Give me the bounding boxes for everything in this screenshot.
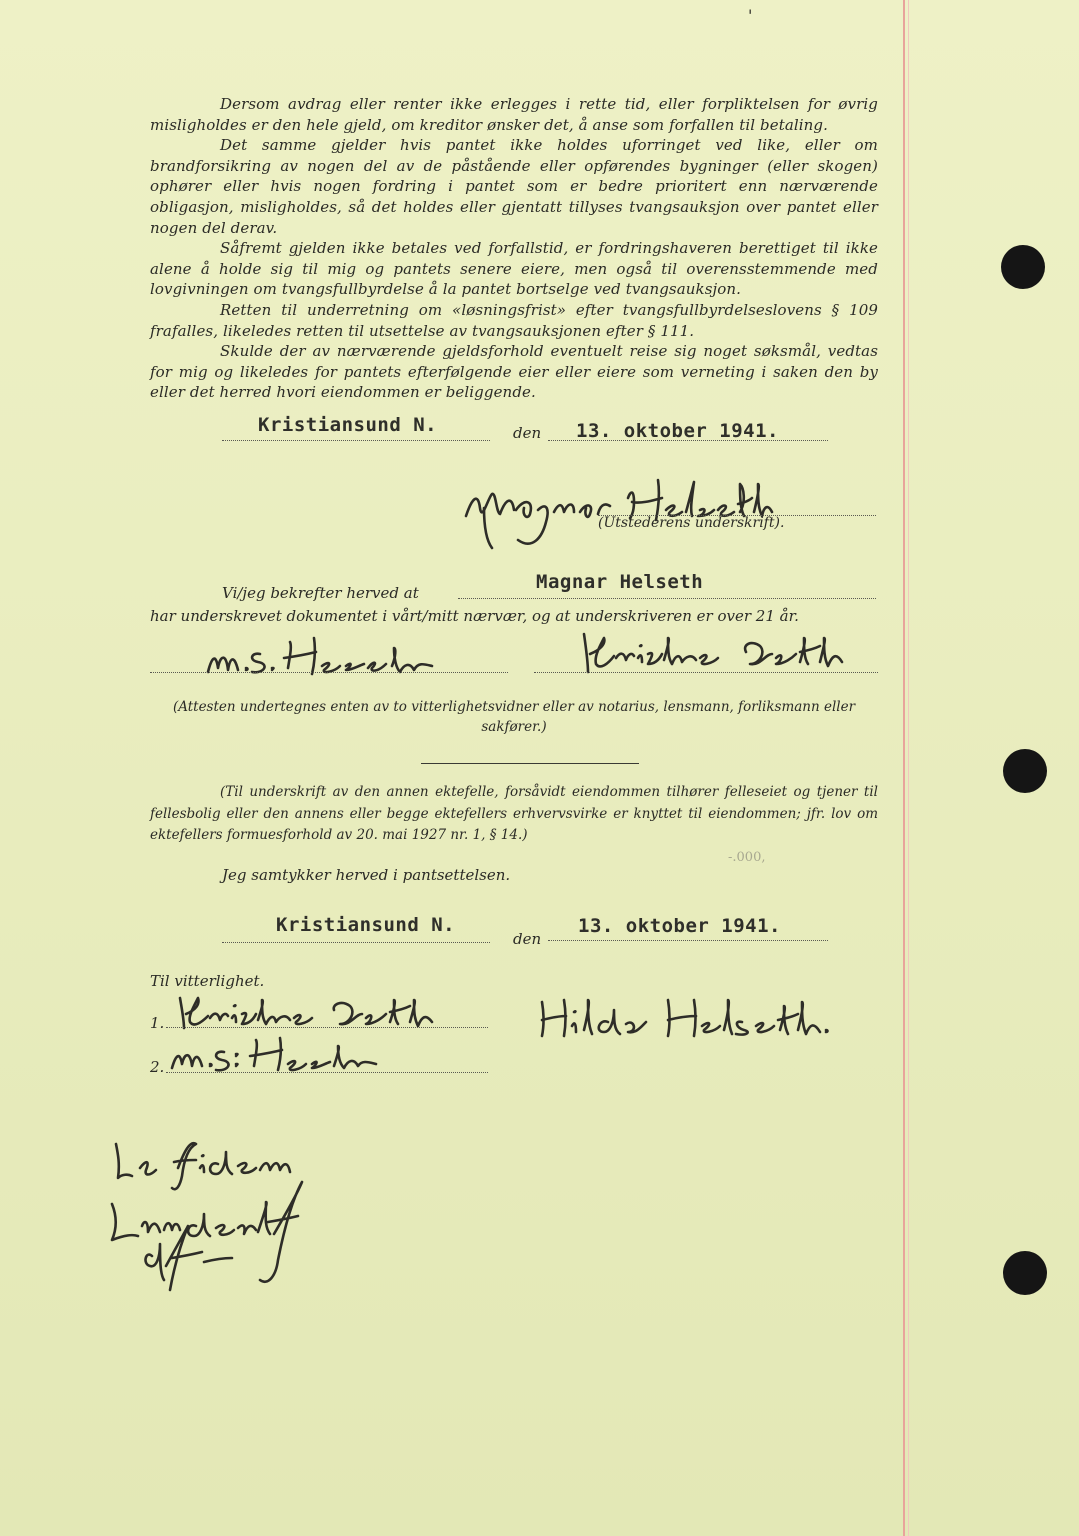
paragraph-3-text: Såfremt gjelden ikke betales ved forfallstid, er fordringshaveren berettiget til ikke alene å holde sig til mig og pantets senere eiere, men også til overensstemmende med lovgivningen om tvangsfullbyrdelse å la pantet bortselge ved tvangsauksjon. — [150, 239, 878, 299]
top-mark: ' — [748, 6, 753, 25]
witness-number-1: 1. — [150, 1014, 165, 1032]
witness-signer-line — [458, 598, 876, 599]
witness-1-line — [150, 672, 508, 673]
spouse-signature-image — [530, 992, 850, 1044]
consent-date: 13. oktober 1941. — [578, 915, 781, 937]
paragraph-2 — [150, 135, 878, 238]
red-margin-rule — [903, 0, 905, 1536]
witness-note: (Attesten undertegnes enten av to vitterlighetsvidner eller av notarius, lensmann, forliksmann eller sakfører.) — [172, 699, 856, 735]
witness-statement-prefix: Vi/jeg bekrefter herved at — [222, 584, 419, 602]
consent-statement: Jeg samtykker herved i pantsettelsen. — [222, 866, 511, 884]
paragraph-5-text: Skulde der av nærværende gjeldsforhold eventuelt reise sig noget søksmål, vedtas for mig og likeledes for pantets efterfølgende eier eller eiere som verneting i saken den by eller det herred hvori eiendommen er beliggende. — [150, 342, 878, 402]
issue-den-label: den — [513, 424, 542, 442]
punch-hole-bottom — [1003, 1251, 1047, 1295]
faint-stamp-mark: -.000, — [728, 850, 766, 865]
witness-heading: Til vitterlighet. — [150, 972, 265, 990]
spouse-witness-2-line — [166, 1072, 488, 1073]
witness-2-signature-image — [570, 624, 860, 682]
issue-date: 13. oktober 1941. — [576, 420, 779, 442]
issuer-signature-image — [458, 468, 788, 554]
witness-2-line — [534, 672, 878, 673]
paragraph-3 — [150, 238, 878, 300]
consent-place: Kristiansund N. — [276, 914, 456, 936]
paragraph-1 — [150, 94, 878, 135]
legal-terms-block — [150, 94, 878, 403]
witness-1-signature-image — [200, 632, 500, 688]
witness-number-2: 2. — [150, 1058, 165, 1076]
paragraph-2-text: Det samme gjelder hvis pantet ikke holdes uforringet ved like, eller om brandforsikring av nogen del av de påstående eller opførendes bygninger (eller skogen) ophører eller hvis nogen fordring i pantet som er bedre prioritert enn nærværende obligasjon, misligholdes, så det holdes eller gjentatt tillyses tvangsauksjon over pantet eller nogen del derav. — [150, 136, 878, 237]
consent-place-line — [222, 942, 490, 943]
issue-date-line — [548, 440, 828, 441]
witness-signer-name: Magnar Helseth — [536, 571, 704, 593]
issue-place-line — [222, 440, 490, 441]
paragraph-5 — [150, 341, 878, 403]
red-margin-rule-secondary — [908, 0, 909, 1536]
issue-place: Kristiansund N. — [258, 414, 438, 436]
spouse-witness-1-line — [166, 1027, 488, 1028]
paragraph-1-text: Dersom avdrag eller renter ikke erlegges i rette tid, eller forpliktelsen for øvrig misligholdes er den hele gjeld, om kreditor ønsker det, å anse som forfallen til betaling. — [150, 95, 878, 134]
section-divider — [421, 763, 639, 764]
consent-date-line — [548, 940, 828, 941]
punch-hole-middle — [1003, 749, 1047, 793]
paragraph-4 — [150, 300, 878, 341]
consent-den-label: den — [513, 930, 542, 948]
spouse-note: (Til underskrift av den annen ektefelle, forsåvidt eiendommen tilhører felleseiet og tjener til fellesbolig eller den annens eller begge ektefellers erhvervsvirke er knyttet til eiendommen; jfr. lov om ektefellers formuesforhold av 20. mai 1927 nr. 1, § 14.) — [150, 784, 878, 843]
witness-statement-line2: har underskrevet dokumentet i vårt/mitt nærvær, og at underskriveren er over 21 år. — [150, 607, 799, 625]
punch-hole-top — [1001, 245, 1045, 289]
issuer-signature-caption: (Utstederens underskrift). — [598, 515, 785, 531]
handwritten-clerk-note-image — [92, 1130, 332, 1300]
paragraph-4-text: Retten til underretning om «løsningsfrist» efter tvangsfullbyrdelseslovens § 109 frafalles, likeledes retten til utsettelse av tvangsauksjonen efter § 111. — [150, 300, 878, 340]
